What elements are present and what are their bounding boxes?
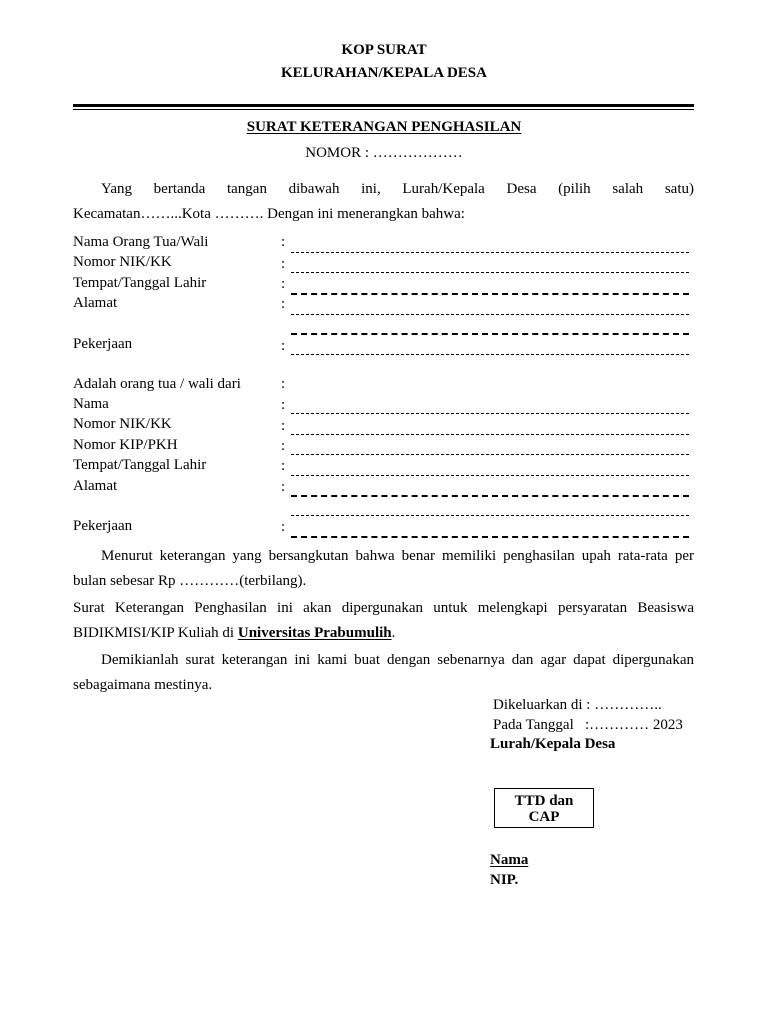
signer-role: Lurah/Kepala Desa: [490, 736, 616, 752]
closing-line1: Demikianlah surat keterangan ini kami buat dengan sebenarnya dan agar dapat dipergunakan: [101, 652, 694, 668]
issued-at: Dikeluarkan di : …………..: [493, 697, 662, 713]
field-colon: :: [281, 519, 286, 535]
field-colon: :: [281, 479, 286, 495]
fill-line: [291, 495, 689, 497]
signature-stamp-box: [494, 788, 594, 828]
field-label-child-kip: Nomor KIP/PKH: [73, 437, 178, 453]
fill-line: [291, 515, 689, 516]
issue-date: Pada Tanggal :………… 2023: [493, 717, 683, 733]
document-title: SURAT KETERANGAN PENGHASILAN: [246, 119, 522, 135]
purpose-line2: BIDIKMISI/KIP Kuliah di Universitas Prabumulih.: [73, 625, 396, 641]
letterhead-line2: KELURAHAN/KEPALA DESA: [280, 65, 487, 81]
field-label-child-job: Pekerjaan: [73, 518, 133, 534]
fill-line: [291, 293, 689, 295]
field-label-child-birth: Tempat/Tanggal Lahir: [73, 457, 207, 473]
fill-line: [291, 354, 689, 355]
field-label-parent-job: Pekerjaan: [73, 336, 133, 352]
income-statement-line2: bulan sebesar Rp …………(terbilang).: [73, 573, 307, 589]
purpose-line1: Surat Keterangan Penghasilan ini akan dipergunakan untuk melengkapi persyaratan Beasiswa: [73, 600, 694, 616]
fill-line: [291, 333, 689, 335]
field-colon: :: [281, 438, 286, 454]
field-colon: :: [281, 397, 286, 413]
closing-line2: sebagaimana mestinya.: [73, 677, 213, 693]
field-colon: :: [281, 256, 286, 272]
stamp-label-line1: TTD dan: [514, 793, 574, 809]
letterhead-line1: KOP SURAT: [341, 42, 427, 58]
header-divider-thin: [73, 109, 694, 110]
field-label-parent-nik: Nomor NIK/KK: [73, 254, 172, 270]
stamp-label-line2: CAP: [528, 809, 560, 825]
field-label-parent-birth: Tempat/Tanggal Lahir: [73, 275, 207, 291]
intro-line2: Kecamatan……...Kota ………. Dengan ini menerangkan bahwa:: [73, 206, 465, 222]
fill-line: [291, 475, 689, 476]
university-name: Universitas Prabumulih: [237, 625, 392, 641]
fill-line: [291, 252, 689, 253]
field-label-parent-name: Nama Orang Tua/Wali: [73, 234, 209, 250]
fill-line: [291, 454, 689, 455]
field-colon: :: [281, 338, 286, 354]
signer-name: Nama: [490, 852, 529, 868]
fill-line: [291, 413, 689, 414]
field-label-child-address: Alamat: [73, 478, 118, 494]
child-section-label: Adalah orang tua / wali dari: [73, 376, 241, 392]
field-label-child-nik: Nomor NIK/KK: [73, 416, 172, 432]
income-statement-line1: Menurut keterangan yang bersangkutan bahwa benar memiliki penghasilan upah rata-rata per: [101, 548, 694, 564]
fill-line: [291, 536, 689, 538]
fill-line: [291, 434, 689, 435]
signer-nip: NIP.: [490, 872, 519, 888]
field-colon: :: [281, 234, 286, 250]
field-colon: :: [281, 458, 286, 474]
intro-line1: Yang bertanda tangan dibawah ini, Lurah/Kepala Desa (pilih salah satu): [101, 181, 694, 197]
field-colon: :: [281, 418, 286, 434]
fill-line: [291, 314, 689, 315]
document-number: NOMOR : ………………: [305, 145, 463, 161]
fill-line: [291, 272, 689, 273]
field-colon: :: [281, 276, 286, 292]
header-divider-thick: [73, 104, 694, 107]
field-colon: :: [281, 376, 286, 392]
field-colon: :: [281, 296, 286, 312]
field-label-parent-address: Alamat: [73, 295, 118, 311]
field-label-child-name: Nama: [73, 396, 109, 412]
